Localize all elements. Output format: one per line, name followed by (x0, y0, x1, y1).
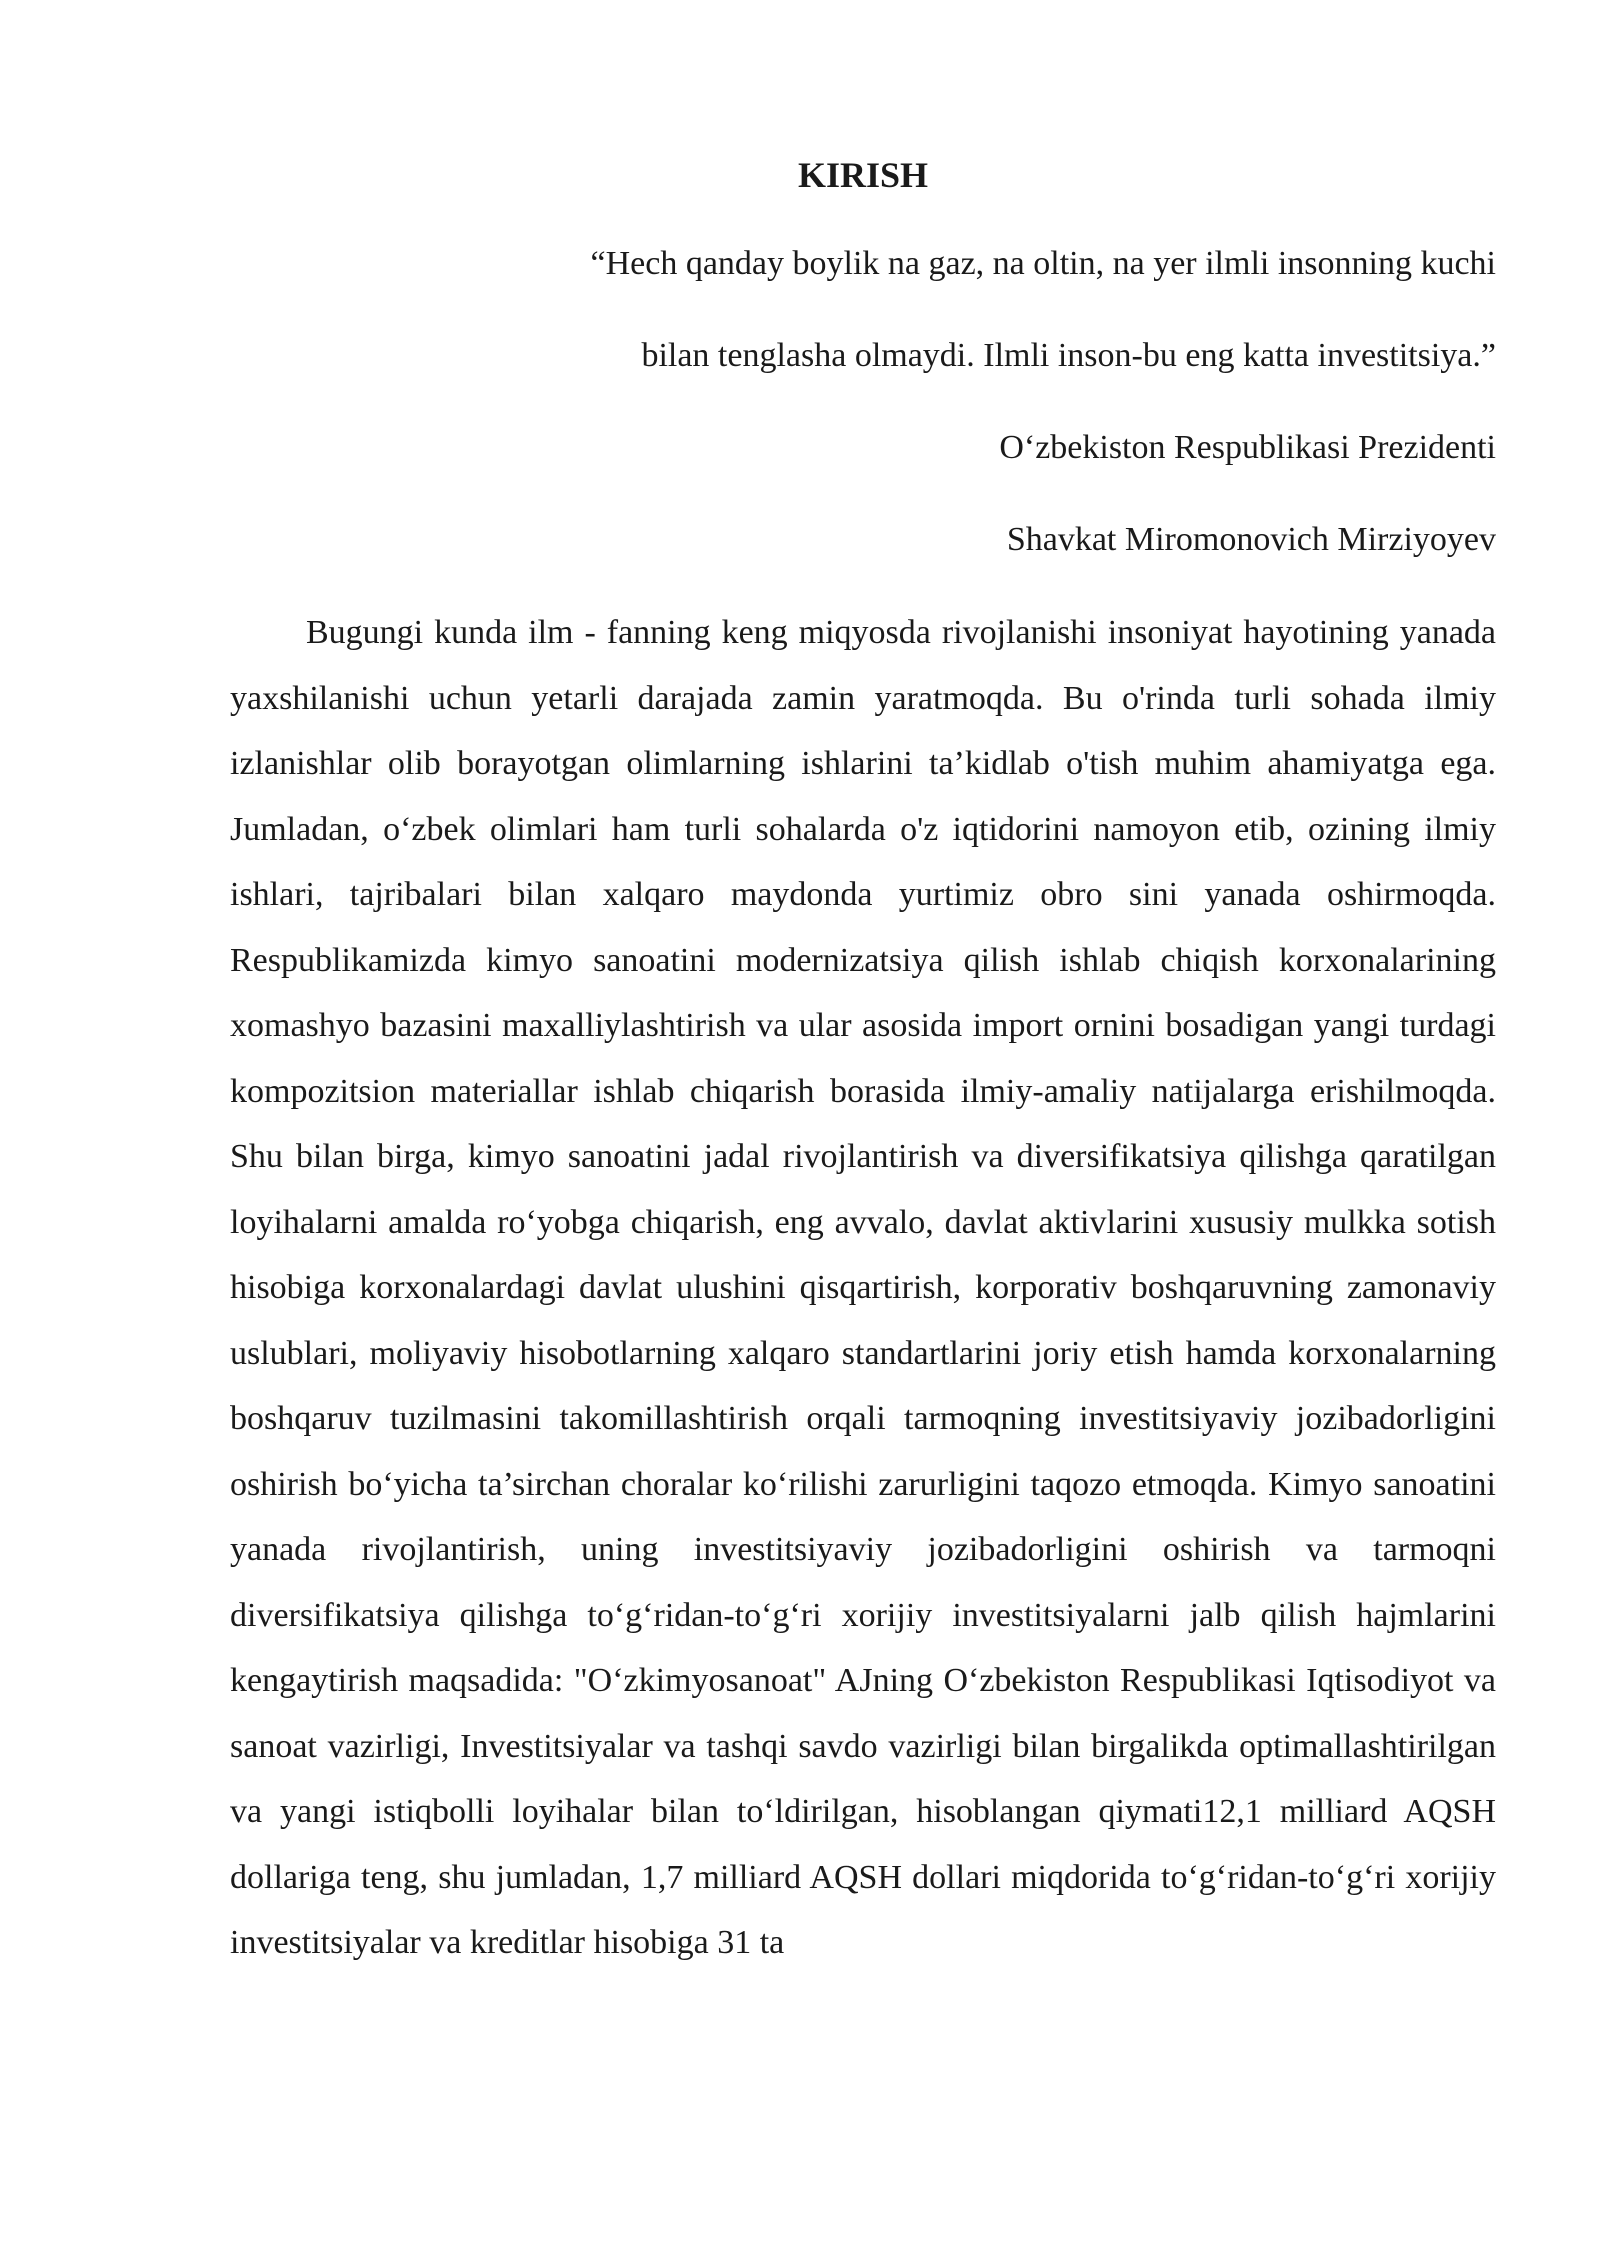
attribution-title: O‘zbekiston Respublikasi Prezidenti (999, 429, 1496, 466)
document-page (230, 150, 1496, 1976)
body-paragraph: Bugungi kunda ilm - fanning keng miqyosda rivojlanishi insoniyat hayotining yanada yaxshilanishi uchun yetarli darajada zamin yaratmoqda. Bu o'rinda turli sohada ilmiy izlanishlar olib borayotgan olimlarning ishlarini ta’kidlab o'tish muhim ahamiyatga ega. Jumladan, o‘zbek olimlari ham turli sohalarda o'z iqtidorini namoyon etib, ozining ilmiy ishlari, tajribalari bilan xalqaro maydonda yurtimiz obro sini yanada oshirmoqda. Respublikamizda kimyo sanoatini modernizatsiya qilish ishlab chiqish korxonalarining xomashyo bazasini maxalliylashtirish va ular asosida import ornini bosadigan yangi turdagi kompozitsion materiallar ishlab chiqarish borasida ilmiy-amaliy natijalarga erishilmoqda. Shu bilan birga, kimyo sanoatini jadal rivojlantirish va diversifikatsiya qilishga qaratilgan loyihalarni amalda ro‘yobga chiqarish, eng avvalo, davlat aktivlarini xususiy mulkka sotish hisobiga korxonalardagi davlat ulushini qisqartirish, korporativ boshqaruvning zamonaviy uslublari, moliyaviy hisobotlarning xalqaro standartlarini joriy etish hamda korxonalarning boshqaruv tuzilmasini takomillashtirish orqali tarmoqning investitsiyaviy jozibadorligini oshirish bo‘yicha ta’sirchan choralar ko‘rilishi zarurligini taqozo etmoqda. Kimyo sanoatini yanada rivojlantirish, uning investitsiyaviy jozibadorligini oshirish va tarmoqni diversifikatsiya qilishga to‘g‘ridan-to‘g‘ri xorijiy investitsiyalarni jalb qilish hajmlarini kengaytirish maqsadida: "O‘zkimyosanoat" AJning O‘zbekiston Respublikasi Iqtisodiyot va sanoat vazirligi, Investitsiyalar va tashqi savdo vazirligi bilan birgalikda optimallashtirilgan va yangi istiqbolli loyihalar bilan to‘ldirilgan, hisoblangan qiymati12,1 milliard AQSH dollariga teng, shu jumladan, 1,7 milliard AQSH dollari miqdorida to‘g‘ridan-to‘g‘ri xorijiy investitsiyalar va kreditlar hisobiga 31 ta (230, 614, 1496, 1961)
epigraph (230, 240, 1496, 380)
epigraph-attribution (230, 424, 1496, 564)
epigraph-line-1: “Hech qanday boylik na gaz, na oltin, na yer ilmli insonning kuchi (590, 245, 1496, 282)
page-title: KIRISH (797, 155, 929, 195)
epigraph-line-2: bilan tenglasha olmaydi. Ilmli inson-bu eng katta investitsiya.” (641, 337, 1496, 374)
attribution-name: Shavkat Miromonovich Mirziyoyev (1006, 521, 1496, 558)
